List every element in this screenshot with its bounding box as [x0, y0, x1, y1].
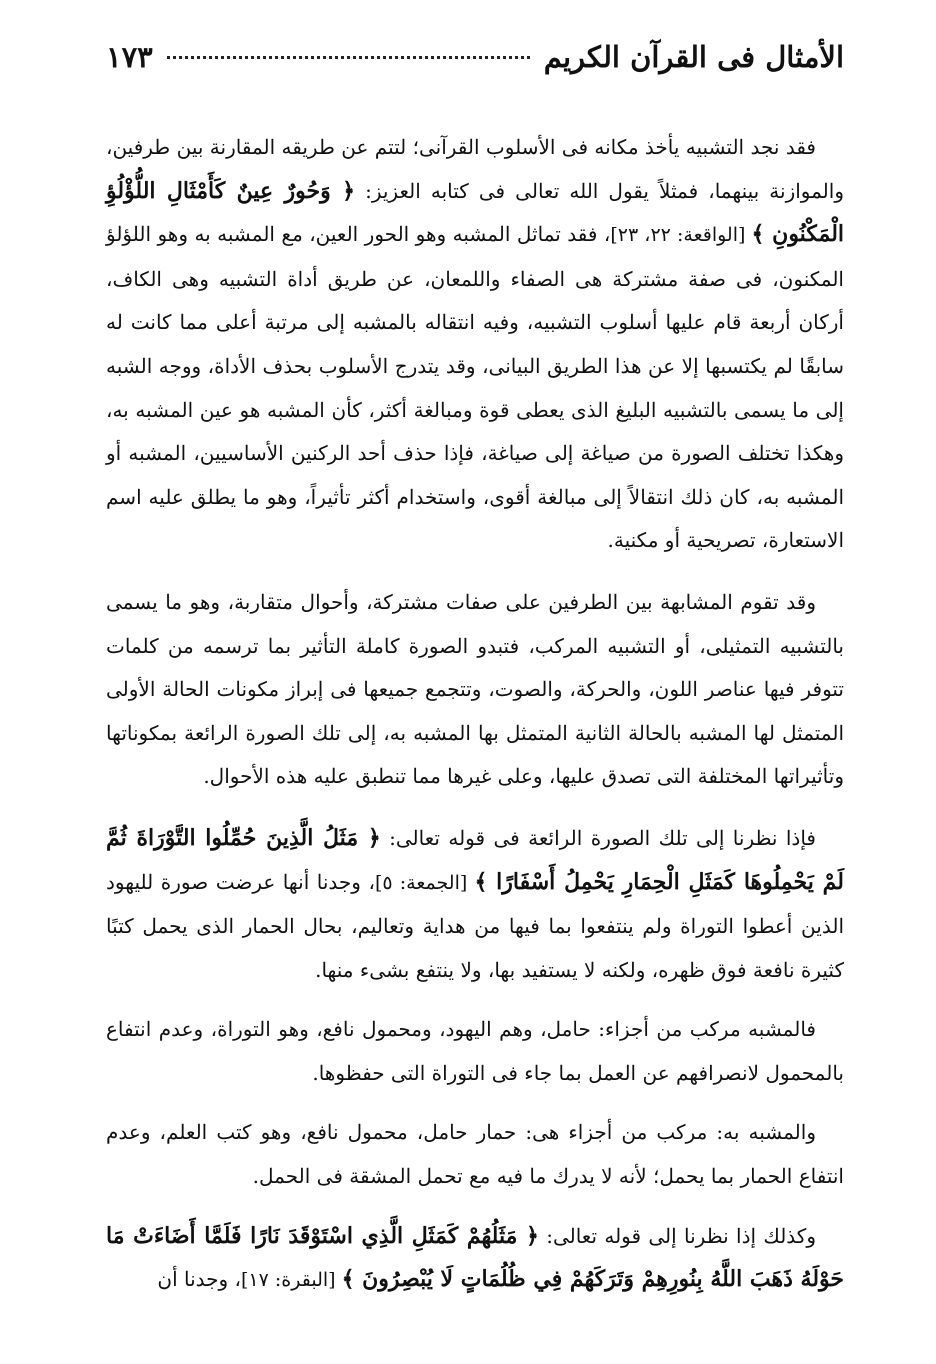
running-title: الأمثال فى القرآن الكريم: [543, 40, 844, 74]
verse-reference: [الواقعة: ٢٢، ٢٣]: [610, 224, 752, 247]
page-body: [106, 126, 844, 1303]
paragraph-5: [106, 1111, 844, 1198]
paragraph-2: [106, 581, 844, 799]
paragraph-text: ، وجدنا أنها عرضت صورة لليهود الذين أعطوا التوراة ولم ينتفعوا بما فيها من هداية وتعاليم، بحال الحمار الذى يحمل كتبًا كثيرة نافعة فوق ظهره، ولكنه لا يستفيد بها، ولا ينتفع بشىء منها.: [106, 869, 844, 982]
paragraph-6: [106, 1215, 844, 1303]
quran-verse: ﴿ مَثَلُهُمْ كَمَثَلِ الَّذِي اسْتَوْقَدَ نَارًا فَلَمَّا أَضَاءَتْ مَا حَوْلَهُ ذَهَبَ اللَّهُ بِنُورِهِمْ وَتَرَكَهُمْ فِي ظُلُمَاتٍ لَا يُبْصِرُونَ ﴾: [106, 1222, 844, 1293]
dotted-leader: [167, 56, 530, 59]
paragraph-text: ، وجدنا أن: [157, 1267, 241, 1292]
paragraph-text: وكذلك إذا نظرنا إلى قوله تعالى:: [538, 1223, 816, 1248]
verse-reference: [البقرة: ١٧]: [241, 1269, 342, 1292]
paragraph-1: [106, 126, 844, 563]
paragraph-text: فقد نجد التشبيه يأخذ مكانه فى الأسلوب القرآنى؛ لتتم عن طريقه المقارنة بين طرفين، والموازنة بينهما، فمثلاً يقول الله تعالى فى كتابه العزيز:: [106, 135, 844, 203]
page-header: [106, 40, 844, 92]
paragraph-text: فالمشبه مركب من أجزاء: حامل، وهم اليهود، ومحمول نافع، وهو التوراة، وعدم انتفاع بالمحمول لانصرافهم عن العمل بما جاء فى التوراة التى حفظوها.: [106, 1017, 844, 1085]
paragraph-3: [106, 817, 844, 992]
paragraph-text: ، فقد تماثل المشبه وهو الحور العين، مع المشبه به وهو اللؤلؤ المكنون، فى صفة مشتركة هى الصفاء واللمعان، عن طريق أداة التشبيه وهى الكاف، أركان أربعة قام عليها أسلوب التشبيه، وفيه انتقاله بالمشبه إلى مرتبة أعلى مما كانت له سابقًا لم يكتسبها إلا عن هذا الطريق البيانى، وقد يتدرج الأسلوب بحذف الأداة، ووجه الشبه إلى ما يسمى بالتشبيه البليغ الذى يعطى قوة ومبالغة أكثر، كأن المشبه هو عين المشبه به، وهكذا تختلف الصورة من صياغة إلى صياغة، فإذا حذف أحد الركنين الأساسيين، المشبه أو المشبه به، كان ذلك انتقالاً إلى مبالغة أقوى، واستخدام أكثر تأثيراً، وهو ما يطلق عليه اسم الاستعارة، تصريحية أو مكنية.: [106, 222, 844, 553]
paragraph-text: والمشبه به: مركب من أجزاء هى: حمار حامل، محمول نافع، وهو كتب العلم، وعدم انتفاع الحمار بما يحمل؛ لأنه لا يدرك ما فيه مع تحمل المشقة فى الحمل.: [106, 1120, 844, 1189]
paragraph-text: فإذا نظرنا إلى تلك الصورة الرائعة فى قوله تعالى:: [380, 825, 816, 850]
quran-verse: ﴿ وَحُورٌ عِينٌ كَأَمْثَالِ اللُّؤْلُؤِ الْمَكْنُونِ ﴾: [106, 177, 845, 248]
verse-reference: [الجمعة: ٥]: [374, 871, 475, 894]
quran-verse: ﴿ مَثَلُ الَّذِينَ حُمِّلُوا التَّوْرَاةَ ثُمَّ لَمْ يَحْمِلُوهَا كَمَثَلِ الْحِمَارِ يَحْمِلُ أَسْفَارًا ﴾: [106, 824, 845, 895]
paragraph-text: وقد تقوم المشابهة بين الطرفين على صفات مشتركة، وأحوال متقاربة، وهو ما يسمى بالتشبيه التمثيلى، أو التشبيه المركب، فتبدو الصورة كاملة التأثير بما ترسمه من كلمات تتوفر فيها عناصر اللون، والحركة، والصوت، وتتجمع جميعها فى إبراز مكونات الحالة الأولى المتمثل لها المشبه بالحالة الثانية المتمثل بها المشبه به، إلى تلك الصورة الرائعة بمكوناتها وتأثيراتها المختلفة التى تصدق عليها، وعلى غيرها مما تنطبق عليه هذه الأحوال.: [106, 589, 844, 789]
page-number: ١٧٣: [106, 40, 153, 74]
paragraph-4: [106, 1008, 844, 1095]
